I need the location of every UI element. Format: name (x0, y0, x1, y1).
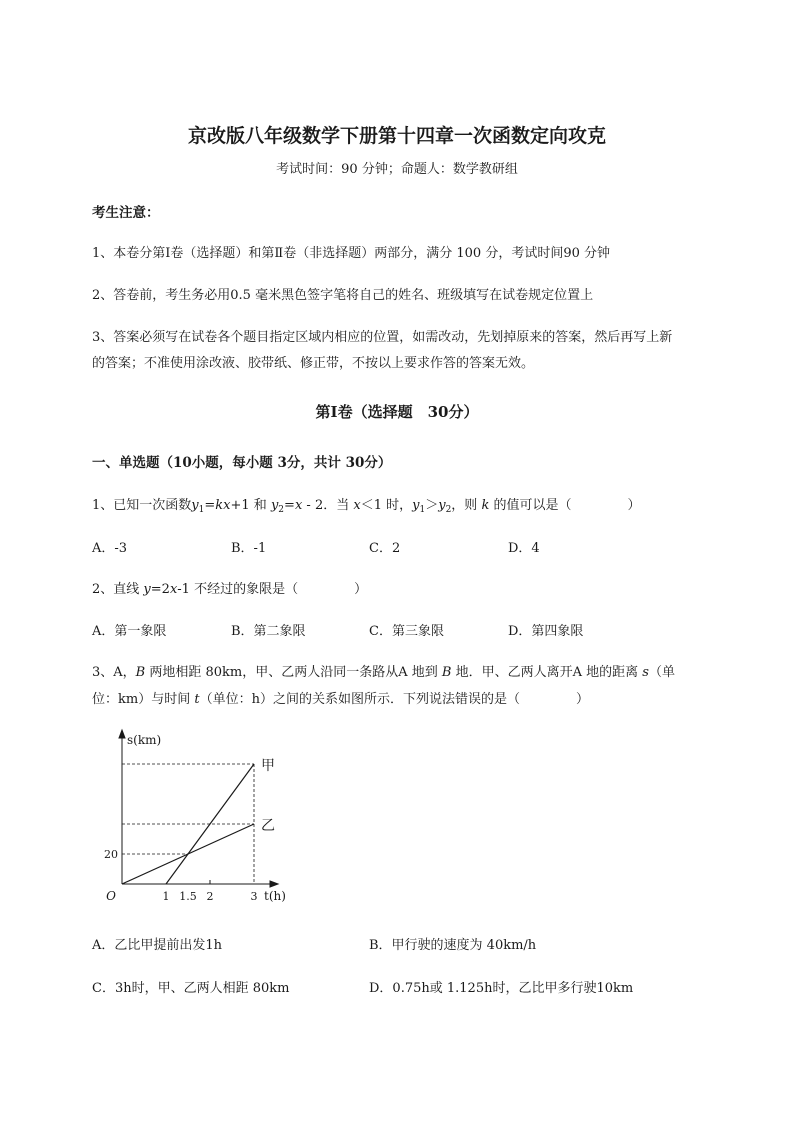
notice-item-2: 2、答卷前，考生务必用0.5 毫米黑色签字笔将自己的姓名、班级填写在试卷规定位置上 (92, 288, 594, 303)
distance-time-graph (90, 722, 310, 912)
notice-item-3: 3、答案必须写在试卷各个题目指定区域内相应的位置，如需改动，先划掉原来的答案，然后再写上新 (92, 330, 673, 345)
question-1-stem: 1、已知一次函数$y_1=kx+1$ 和 $y_2=x - 2$．当 x＜1 时，$y_1>y_2$，则 k 的值可以是（ ） (92, 498, 641, 515)
exam-info: 考试时间：90 分钟；命题人：数学教研组 (276, 162, 518, 177)
question-3-stem-line-2: 位：km）与时间 t（单位：h）之间的关系如图所示．下列说法错误的是（ ） (92, 692, 589, 707)
q3-option-d: D．0.75h或 1.125h时，乙比甲多行驶10km (369, 981, 634, 996)
series-yi-line (122, 824, 254, 884)
q1-option-a: A．-3 (92, 541, 128, 556)
page-title: 京改版八年级数学下册第十四章一次函数定向攻克 (187, 125, 606, 147)
q2-option-a: A．第一象限 (92, 624, 167, 639)
q2-option-d: D．第四象限 (508, 624, 584, 639)
section-title: 第Ⅰ卷（选择题 30分） (315, 403, 479, 421)
x-tick-label-2: 2 (206, 890, 214, 903)
x-tick-label-3: 3 (250, 890, 258, 903)
q2-option-b: B．第二象限 (231, 624, 306, 639)
x-axis-arrow (270, 881, 278, 887)
q2-option-c: C．第三象限 (369, 624, 444, 639)
x-axis-label: t(h) (264, 889, 286, 903)
origin-label: O (106, 889, 116, 903)
notice-item-1: 1、本卷分第Ⅰ卷（选择题）和第Ⅱ卷（非选择题）两部分，满分 100 分，考试时间90 分钟 (92, 246, 610, 261)
q1-option-b: B．-1 (231, 541, 267, 556)
x-tick-label-1: 1 (162, 890, 170, 903)
part-heading: 一、单选题（10小题，每小题 3分，共计 30分） (92, 455, 392, 471)
x-tick-label-1-5: 1.5 (179, 890, 197, 903)
q1-option-c: C．2 (369, 541, 401, 556)
q1-option-d: D．4 (508, 541, 540, 556)
notice-item-3-cont: 的答案；不准使用涂改液、胶带纸、修正带，不按以上要求作答的答案无效。 (92, 356, 535, 371)
series-jia-label: 甲 (261, 758, 275, 774)
q3-option-b: B．甲行驶的速度为 40km/h (369, 938, 537, 953)
q3-option-c: C．3h时，甲、乙两人相距 80km (92, 981, 290, 996)
y-tick-label-20: 20 (104, 848, 118, 861)
notice-heading: 考生注意： (92, 205, 160, 221)
q3-option-a: A．乙比甲提前出发1h (92, 938, 223, 953)
question-2-stem: 2、直线 y=2x-1 不经过的象限是（ ） (92, 582, 368, 597)
y-axis-label: s(km) (127, 733, 162, 747)
y-axis-arrow (119, 730, 125, 738)
series-yi-label: 乙 (261, 818, 275, 834)
question-3-stem-line-1: 3、A，B 两地相距 80km，甲、乙两人沿同一条路从A 地到 B 地．甲、乙两人离开A 地的距离 s（单 (92, 665, 675, 680)
